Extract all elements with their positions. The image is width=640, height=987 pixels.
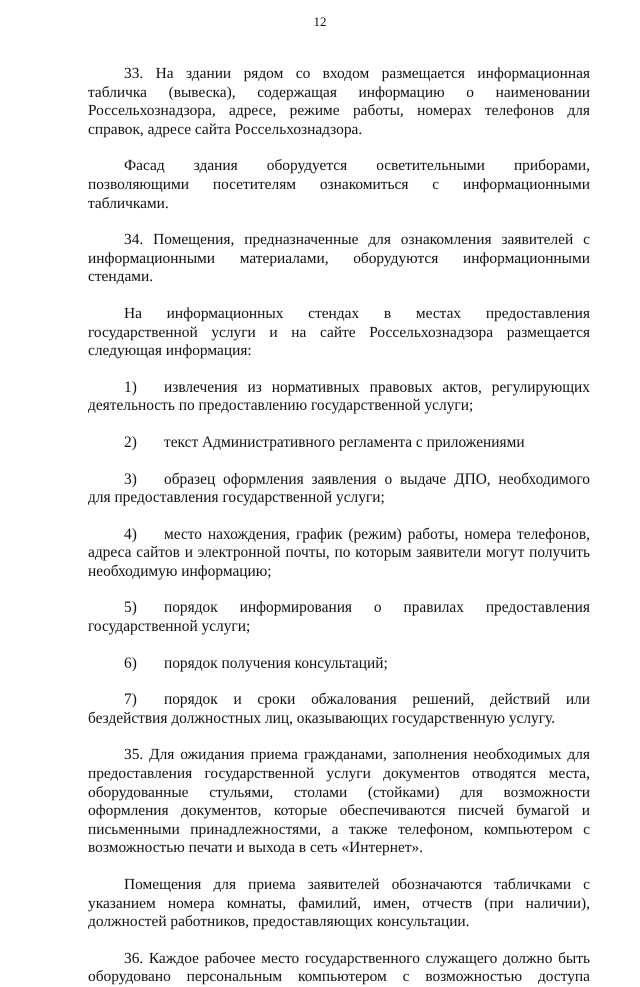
list-item-number: 2) (124, 433, 137, 451)
list-item (88, 379, 590, 416)
paragraph-info-stands: На информационных стендах в местах предоставления государственной услуги и на сайте Россельхознадзора размещается следующая информация: (88, 304, 590, 360)
document-body (88, 65, 590, 987)
list-item-number: 3) (124, 470, 137, 488)
list-item (88, 691, 590, 728)
list-item (88, 526, 590, 582)
info-list (88, 379, 590, 729)
page-number: 12 (313, 14, 327, 29)
list-item-text: извлечения из нормативных правовых актов, регулирующих деятельность по предоставлению государственной услуги; (88, 378, 590, 415)
paragraph-34: 34. Помещения, предназначенные для ознакомления заявителей с информационными материалами, оборудуются информационными стендами. (88, 231, 590, 286)
paragraph-33: 33. На здании рядом со входом размещается информационная табличка (вывеска), содержащая информацию о наименовании Россельхознадзора, адресе, режиме работы, номерах телефонов для справок, адресе сайта Россельхознадзора. (88, 65, 590, 138)
list-item (88, 655, 590, 674)
list-item-text: порядок получения консультаций; (164, 654, 388, 672)
list-item (88, 434, 590, 453)
paragraph-rooms: Помещения для приема заявителей обозначаются табличками с указанием номера комнаты, фамилий, имен, отчеств (при наличии), должностей работников, предоставляющих консультации. (88, 876, 590, 931)
list-item-number: 5) (124, 599, 137, 617)
list-item-text: место нахождения, график (режим) работы, номера телефонов, адреса сайтов и электронной почты, по которым заявители могут получить необходимую информацию; (88, 525, 590, 580)
paragraph-35: 35. Для ожидания приема гражданами, заполнения необходимых для предоставления государственной услуги документов отводятся места, оборудованные стульями, столами (стойками) для возможности оформления документов, которые обеспечиваются писчей бумагой и письменными принадлежностями, а также телефоном, компьютером с возможностью печати и выхода в сеть «Интернет». (88, 746, 590, 857)
list-item-text: порядок и сроки обжалования решений, действий или бездействия должностных лиц, оказывающих государственную услугу. (88, 691, 590, 727)
paragraph-36: 36. Каждое рабочее место государственного служащего должно быть оборудовано персональным компьютером с возможностью доступа (88, 949, 590, 986)
list-item-text: порядок информирования о правилах предоставления государственной услуги; (88, 599, 590, 636)
list-item-number: 7) (124, 691, 137, 709)
paragraph-facade: Фасад здания оборудуется осветительными приборами, позволяющими посетителям ознакомиться с информационными табличками. (88, 157, 590, 212)
list-item-text: текст Административного регламента с приложениями (164, 433, 525, 451)
list-item-text: образец оформления заявления о выдаче ДПО, необходимого для предоставления государственной услуги; (88, 470, 590, 507)
list-item (88, 599, 590, 636)
list-item (88, 471, 590, 508)
list-item-number: 1) (124, 378, 137, 396)
list-item-number: 4) (124, 525, 137, 543)
list-item-number: 6) (124, 654, 137, 672)
